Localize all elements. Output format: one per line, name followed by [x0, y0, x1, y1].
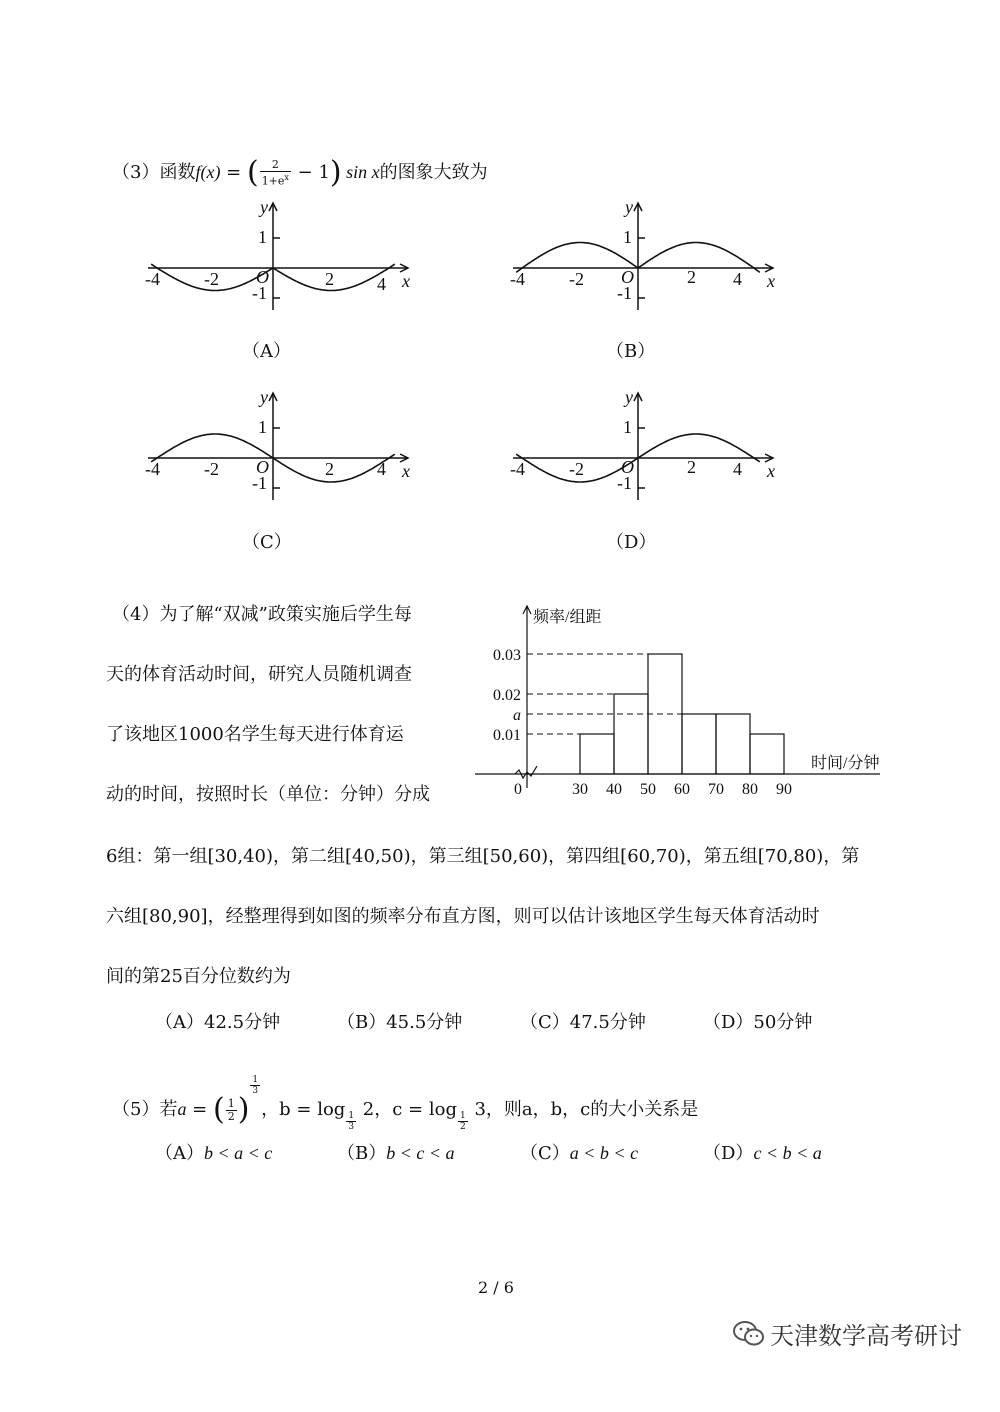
- histogram-x-tick: 40: [606, 781, 622, 798]
- x-axis-label: x: [402, 271, 410, 291]
- q5-left-paren: (: [212, 1092, 225, 1127]
- q3-frac-den: $1+e^x$: [261, 172, 289, 188]
- x-tick-minus2: -2: [569, 459, 584, 479]
- q5-stem: （5）若a = ( $\frac{1}{2}$ ) $\frac{1}{3}$ ，b = log $\frac{1}{3}$ 2，c = log $\frac{1}{2}$ 3，则a，b，c的大小关系是: [112, 1075, 699, 1132]
- histogram-bar: [648, 654, 682, 774]
- histogram-y-tick: 0.03: [493, 647, 521, 664]
- y-axis-label: y: [260, 387, 268, 407]
- histogram-y-label: 频率/组距: [533, 609, 602, 626]
- q5-base-frac: $\frac{1}{2}$: [227, 1096, 235, 1123]
- watermark-text: 天津数学高考研讨: [770, 1322, 962, 1350]
- histogram-x-tick: 60: [674, 781, 690, 798]
- x-tick-minus4: -4: [145, 269, 160, 289]
- q3-frac-num: 2: [260, 159, 291, 172]
- histogram-x-label: 时间/分钟: [811, 755, 880, 772]
- q5-exp-frac: $\frac{1}{3}$: [252, 1075, 259, 1096]
- q3-left-paren: (: [246, 155, 259, 190]
- y-tick-minus1: -1: [617, 283, 632, 303]
- histogram-bar: [580, 734, 614, 774]
- q3-option-d-label: （D）: [606, 532, 657, 553]
- x-tick-minus2: -2: [204, 269, 219, 289]
- frequency-histogram: [475, 598, 895, 808]
- histogram-y-ticks: [493, 647, 521, 744]
- q3-function-name: f(x): [195, 162, 221, 182]
- q4-number: （4）: [112, 604, 160, 625]
- watermark: [732, 1316, 962, 1351]
- histogram-bar: [682, 714, 716, 774]
- q3-number: （3）: [112, 162, 160, 183]
- q5-b-log-base: $\frac{1}{3}$: [348, 1111, 355, 1132]
- x-tick-4: 4: [377, 459, 386, 479]
- q3-graph-d: [505, 385, 795, 505]
- histogram-y-tick: a: [513, 707, 521, 724]
- q3-text-pre: 函数: [159, 162, 196, 183]
- histogram-y-tick: 0.01: [493, 727, 521, 744]
- q3-text-post: 的图象大致为: [379, 162, 488, 183]
- q3-stem: [112, 155, 488, 190]
- q3-option-c-label: （C）: [242, 532, 292, 553]
- q5-choice-c[interactable]: （C）a < b < c: [520, 1143, 639, 1164]
- y-axis-label: y: [625, 197, 633, 217]
- q4-line-1: [112, 603, 412, 627]
- histogram-x-tick: 0: [514, 781, 522, 798]
- q3-sin: sin x: [341, 162, 380, 182]
- x-tick-2: 2: [325, 269, 334, 289]
- histogram-x-tick: 50: [640, 781, 656, 798]
- page-number: 2 / 6: [478, 1278, 514, 1297]
- q3-graph-b-axes: [513, 203, 773, 310]
- histogram-x-tick: 80: [742, 781, 758, 798]
- q3-fraction: [260, 159, 291, 188]
- x-tick-minus2: -2: [204, 459, 219, 479]
- histogram-x-tick: 70: [708, 781, 724, 798]
- q3-option-a-label: （A）: [242, 341, 291, 362]
- q4-line-4: 动的时间，按照时长（单位：分钟）分成: [106, 784, 430, 805]
- x-tick-2: 2: [687, 267, 696, 287]
- q5-b-part: ，b = log: [261, 1099, 346, 1120]
- origin-label: O: [256, 457, 269, 477]
- histogram-x-ticks: [514, 781, 792, 798]
- q3-graph-a: [140, 195, 430, 315]
- x-tick-minus2: -2: [569, 269, 584, 289]
- q4-line-7: 间的第25百分位数约为: [106, 966, 291, 987]
- q3-minus-one: − 1: [291, 162, 330, 183]
- q4-line-6: 六组[80,90]，经整理得到如图的频率分布直方图，则可以估计该地区学生每天体育活动时: [106, 906, 820, 927]
- q4-choice-b[interactable]: （B）45.5分钟: [337, 1012, 463, 1033]
- q3-graph-a-axes: [148, 203, 408, 310]
- wechat-icon: [732, 1319, 766, 1349]
- histogram-bar: [614, 694, 648, 774]
- histogram-y-tick: 0.02: [493, 687, 521, 704]
- q4-choice-c[interactable]: （C）47.5分钟: [520, 1012, 646, 1033]
- x-tick-4: 4: [733, 459, 742, 479]
- x-tick-4: 4: [733, 269, 742, 289]
- q5-number: （5）: [112, 1099, 160, 1120]
- q4-text-line: 为了解“双减”政策实施后学生每: [159, 604, 412, 625]
- q5-text-post: ，则a，b，c的大小关系是: [485, 1099, 699, 1120]
- y-tick-1: 1: [623, 227, 632, 247]
- q5-text-pre: 若: [159, 1099, 178, 1120]
- q3-graph-c: [140, 385, 430, 505]
- q4-line-2: 天的体育活动时间，研究人员随机调查: [106, 664, 412, 685]
- y-tick-1: 1: [258, 227, 267, 247]
- x-axis-label: x: [767, 461, 775, 481]
- q5-choice-a[interactable]: （A）b < a < c: [155, 1143, 273, 1164]
- x-tick-2: 2: [687, 457, 696, 477]
- q3-option-b-label: （B）: [606, 341, 656, 362]
- q3-equals: =: [220, 162, 247, 183]
- y-tick-minus1: -1: [617, 473, 632, 493]
- origin-label: O: [621, 457, 634, 477]
- q3-right-paren: ): [329, 155, 342, 190]
- x-tick-2: 2: [325, 459, 334, 479]
- y-tick-1: 1: [623, 417, 632, 437]
- x-axis-label: x: [767, 271, 775, 291]
- x-axis-label: x: [402, 461, 410, 481]
- histogram-bar: [716, 714, 750, 774]
- q5-right-paren: ): [237, 1092, 250, 1127]
- histogram-bar: [750, 734, 784, 774]
- histogram-reference-lines: [527, 654, 682, 734]
- x-tick-minus4: -4: [510, 459, 525, 479]
- q4-choice-d[interactable]: （D）50分钟: [703, 1012, 813, 1033]
- q4-line-5: 6组：第一组[30,40)，第二组[40,50)，第三组[50,60)，第四组[60,70)，第五组[70,80)，第: [106, 846, 860, 867]
- y-tick-minus1: -1: [252, 473, 267, 493]
- q4-line-3: 了该地区1000名学生每天进行体育运: [106, 724, 404, 745]
- q5-a-var: a: [177, 1099, 187, 1119]
- q5-b-arg: 2: [357, 1099, 375, 1120]
- origin-label: O: [621, 267, 634, 287]
- q3-graph-b: [505, 195, 795, 315]
- y-tick-minus1: -1: [252, 283, 267, 303]
- q4-choice-a[interactable]: （A）42.5分钟: [155, 1012, 281, 1033]
- histogram-x-tick: 90: [776, 781, 792, 798]
- q3-graph-c-axes: [148, 393, 408, 500]
- q5-c-part: ，c = log: [374, 1099, 457, 1120]
- q5-choice-b[interactable]: （B）b < c < a: [337, 1143, 455, 1164]
- q5-c-arg: 3: [468, 1099, 486, 1120]
- x-tick-minus4: -4: [510, 269, 525, 289]
- q5-choice-d[interactable]: （D）c < b < a: [703, 1143, 822, 1164]
- histogram-x-tick: 30: [572, 781, 588, 798]
- q5-c-log-base: $\frac{1}{2}$: [459, 1111, 466, 1132]
- origin-label: O: [256, 267, 269, 287]
- x-tick-4: 4: [377, 274, 386, 294]
- y-axis-label: y: [260, 197, 268, 217]
- y-tick-1: 1: [258, 417, 267, 437]
- x-tick-minus4: -4: [145, 459, 160, 479]
- y-axis-label: y: [625, 387, 633, 407]
